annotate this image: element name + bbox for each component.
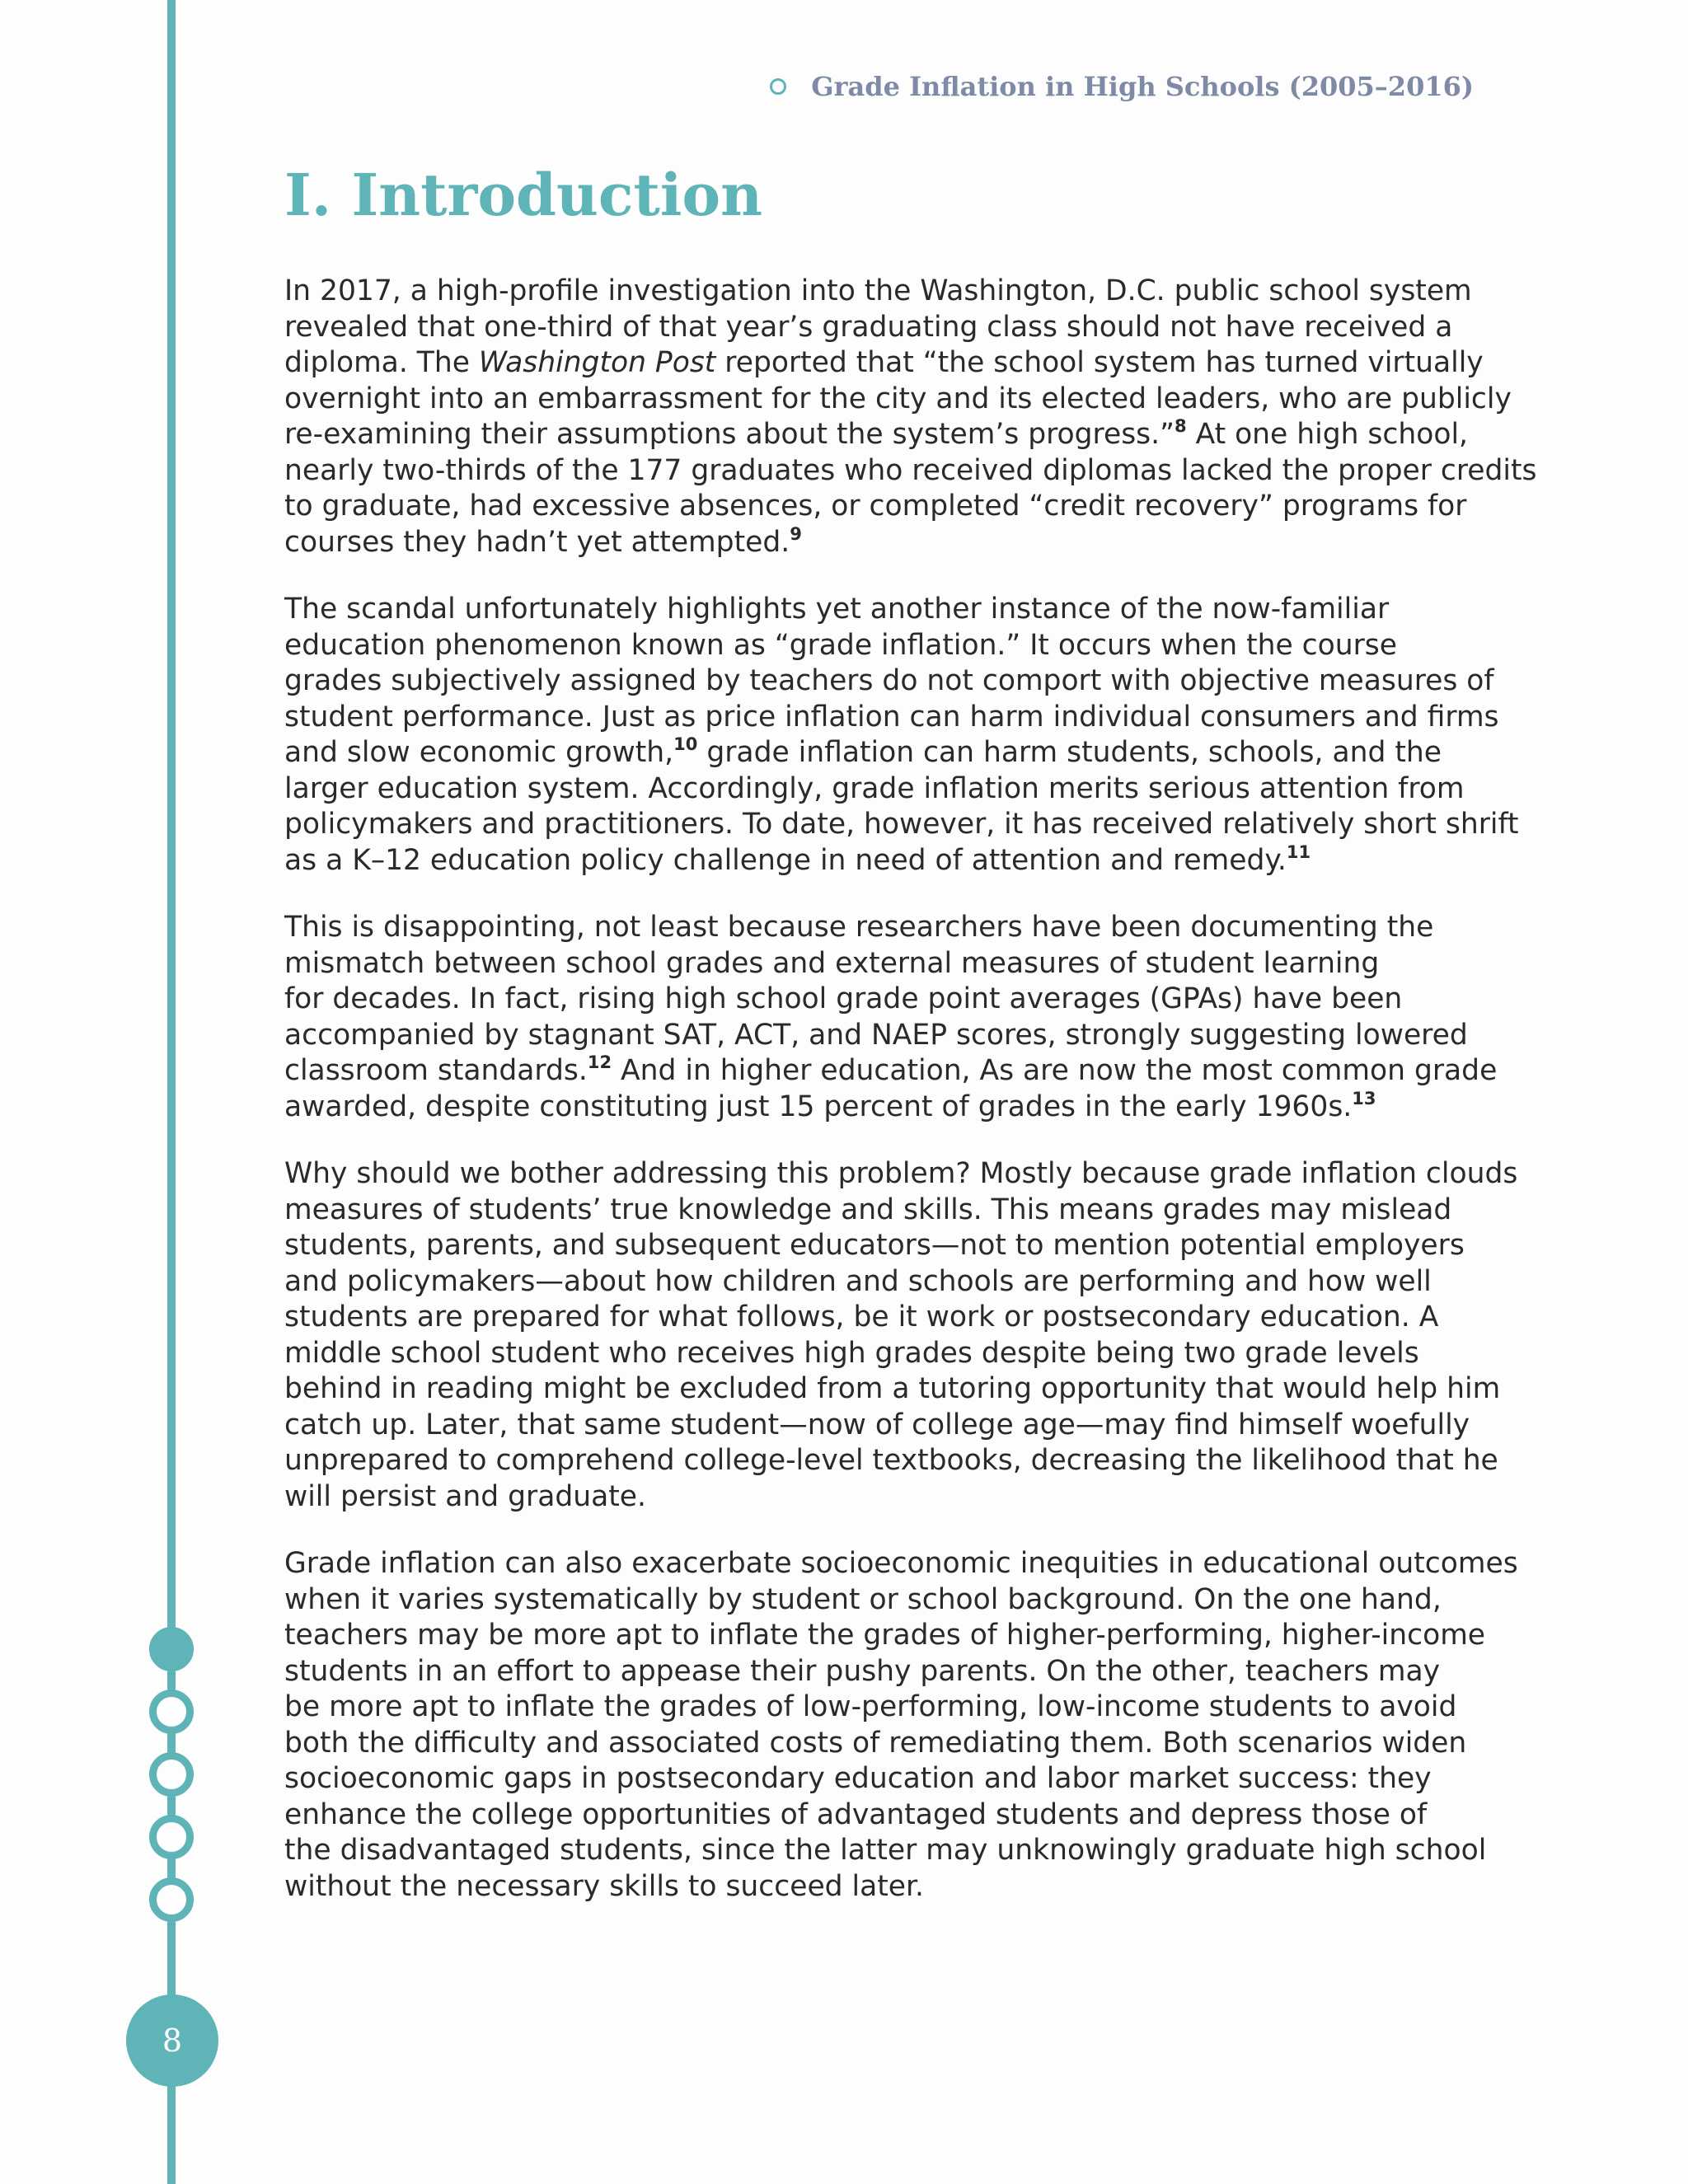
text-line: awarded, despite constituting just 15 percent of grades in the early 1960s.$^{13}$ [284,1088,1376,1123]
text-line: the disadvantaged students, since the latter may unknowingly graduate high school [284,1834,1487,1867]
text-line: measures of students’ true knowledge and skills. This means grades may mislead [284,1193,1452,1226]
text-line: behind in reading might be excluded from a tutoring opportunity that would help him [284,1372,1501,1405]
progress-dot [149,1752,194,1797]
footnote-ref: 9 [790,523,802,544]
progress-dot-current [149,1627,194,1671]
section-title: I. Introduction [284,161,762,229]
footnote-ref: 12 [587,1052,612,1072]
text-line: to graduate, had excessive absences, or completed “credit recovery” programs for [284,490,1467,523]
text-line: nearly two-thirds of the 177 graduates who received diplomas lacked the proper credits [284,453,1537,487]
text-line: catch up. Later, that same student—now of college age—may find himself woefully [284,1408,1470,1441]
text-line: re-examining their assumptions about the system’s progress.”$^8$ At one high school, [284,416,1469,451]
text-line: mismatch between school grades and external measures of student learning [284,946,1380,980]
text-line: without the necessary skills to succeed later. [284,1869,924,1903]
text-line: larger education system. Accordingly, grade inflation merits serious attention from [284,771,1465,805]
text-line: diploma. The Washington Post reported that “the school system has turned virtually [284,346,1484,379]
paragraph [284,274,1537,560]
text-line: classroom standards.$^{12}$ And in higher education, As are now the most common grade [284,1052,1498,1087]
text-line: students, parents, and subsequent educators—not to mention potential employers [284,1229,1465,1262]
text-line: accompanied by stagnant SAT, ACT, and NAEP scores, strongly suggesting lowered [284,1018,1468,1052]
text-line: both the difficulty and associated costs of remediating them. Both scenarios widen [284,1726,1467,1760]
progress-dot [149,1690,194,1734]
text-line: middle school student who receives high grades despite being two grade levels [284,1336,1419,1370]
text-line: socioeconomic gaps in postsecondary education and labor market success: they [284,1762,1432,1795]
text-line: when it varies systematically by student or school background. On the one hand, [284,1582,1442,1616]
text-line: The scandal unfortunately highlights yet another instance of the now-familiar [284,593,1390,626]
circle-bullet-icon [770,78,786,95]
text-line: Grade inflation can also exacerbate socioeconomic inequities in educational outcomes [284,1547,1518,1580]
text-line: will persist and graduate. [284,1479,646,1513]
text-line: courses they hadn’t yet attempted.$^9$ [284,523,802,559]
paragraph [284,910,1498,1125]
text-line: This is disappointing, not least because researchers have been documenting the [284,911,1434,944]
text-line: teachers may be more apt to inflate the grades of higher-performing, higher-income [284,1619,1486,1652]
footnote-ref: 13 [1352,1088,1376,1108]
text-line: student performance. Just as price inflation can harm individual consumers and firms [284,700,1499,733]
text-line: enhance the college opportunities of advantaged students and depress those of [284,1797,1428,1831]
footnote-ref: 11 [1286,841,1311,862]
text-line: students are prepared for what follows, be it work or postsecondary education. A [284,1301,1439,1333]
paragraph [284,1156,1518,1515]
footnote-ref: 10 [673,734,698,754]
text-line: unprepared to comprehend college-level textbooks, decreasing the likelihood that he [284,1444,1498,1477]
running-title: Grade Inflation in High Schools (2005–2016) [811,71,1474,102]
text-line: students in an effort to appease their pushy parents. On the other, teachers may [284,1654,1441,1688]
text-line: Why should we bother addressing this problem? Mostly because grade inflation clouds [284,1157,1518,1190]
text-line: education phenomenon known as “grade inflation.” It occurs when the course [284,628,1397,662]
text-line: policymakers and practitioners. To date, however, it has received relatively short shrift [284,808,1519,841]
text-line: In 2017, a high-profile investigation into the Washington, D.C. public school system [284,274,1472,307]
page-number: 8 [126,1994,218,2087]
text-line: overnight into an embarrassment for the city and its elected leaders, who are publicly [284,382,1512,415]
progress-dot [149,1815,194,1859]
paragraph [284,1546,1518,1905]
text-line: revealed that one-third of that year’s graduating class should not have received a [284,310,1453,344]
text-line: as a K–12 education policy challenge in need of attention and remedy.$^{11}$ [284,841,1311,877]
text-line: be more apt to inflate the grades of low-performing, low-income students to avoid [284,1690,1457,1723]
body-text [284,274,1537,1936]
text-line: and policymakers—about how children and schools are performing and how well [284,1264,1432,1298]
text-line: grades subjectively assigned by teachers do not comport with objective measures of [284,664,1494,697]
footnote-ref: 8 [1175,416,1187,436]
text-line: and slow economic growth,$^{10}$ grade inflation can harm students, schools, and the [284,734,1442,769]
text-line: for decades. In fact, rising high school grade point averages (GPAs) have been [284,982,1403,1015]
running-header [770,66,1474,107]
progress-dot [149,1877,194,1922]
publication-name: Washington Post [478,346,716,379]
paragraph [284,592,1519,879]
